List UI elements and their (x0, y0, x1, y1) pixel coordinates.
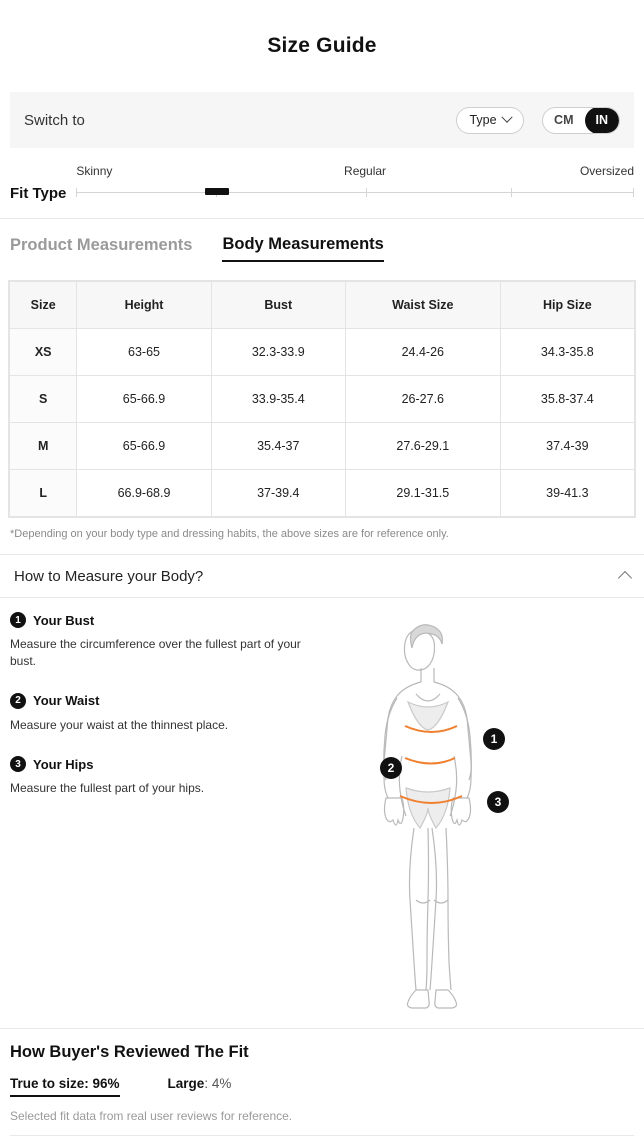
tab-body-measurements[interactable]: Body Measurements (222, 235, 383, 262)
step-badge-2: 2 (10, 693, 26, 709)
step-waist-title: Your Waist (33, 693, 100, 709)
unit-option-in[interactable]: IN (585, 107, 620, 134)
col-hip: Hip Size (500, 282, 634, 329)
cell-waist: 24.4-26 (345, 329, 500, 376)
how-to-measure-body (0, 598, 644, 1028)
type-select-label: Type (469, 113, 497, 127)
step-bust-header (10, 612, 330, 628)
reviews-section (0, 1028, 644, 1136)
table-row (10, 423, 635, 470)
table-row (10, 329, 635, 376)
page-title: Size Guide (267, 34, 377, 57)
measurement-figure (330, 612, 634, 1028)
page-header (0, 0, 644, 92)
chevron-up-icon[interactable] (618, 571, 632, 585)
cell-height: 66.9-68.9 (77, 470, 211, 517)
stat-true-to-size[interactable]: True to size: 96% (10, 1076, 120, 1097)
step-bust (10, 612, 330, 671)
cell-height: 63-65 (77, 329, 211, 376)
cell-waist: 27.6-29.1 (345, 423, 500, 470)
fit-tick-regular: Regular (344, 164, 387, 178)
size-table (9, 281, 635, 517)
fit-notch-0 (76, 188, 77, 197)
how-to-measure-header[interactable] (0, 554, 644, 598)
measure-steps (10, 612, 330, 1028)
figure-badge-2: 2 (380, 757, 402, 779)
unit-switch-bar (10, 92, 634, 148)
reviews-note: Selected fit data from real user reviews for reference. (10, 1109, 634, 1136)
step-hips-header (10, 756, 330, 772)
cell-bust: 37-39.4 (211, 470, 345, 517)
chevron-down-icon (501, 112, 512, 123)
fit-notch-3 (511, 188, 512, 197)
stat-large-label: Large (167, 1076, 205, 1091)
cell-waist: 29.1-31.5 (345, 470, 500, 517)
fit-type-slider[interactable] (76, 164, 634, 204)
switch-controls (456, 107, 620, 134)
review-stats (10, 1076, 634, 1097)
step-waist (10, 693, 330, 734)
col-bust: Bust (211, 282, 345, 329)
fit-type-label: Fit Type (10, 185, 67, 202)
cell-height: 65-66.9 (77, 423, 211, 470)
fit-tick-oversized: Oversized (579, 164, 634, 178)
cell-size: XS (10, 329, 77, 376)
table-row (10, 470, 635, 517)
fit-slider-thumb[interactable] (205, 188, 229, 195)
table-header-row (10, 282, 635, 329)
step-badge-3: 3 (10, 756, 26, 772)
fit-slider-track (76, 192, 634, 193)
fit-notch-4 (633, 188, 634, 197)
step-waist-text: Measure your waist at the thinnest place. (10, 717, 229, 732)
step-hips (10, 756, 330, 797)
size-table-wrapper (8, 280, 636, 518)
step-badge-1: 1 (10, 612, 26, 628)
waist-measure-line (405, 758, 455, 764)
cell-size: L (10, 470, 77, 517)
cell-hip: 39-41.3 (500, 470, 634, 517)
cell-bust: 35.4-37 (211, 423, 345, 470)
cell-hip: 37.4-39 (500, 423, 634, 470)
stat-large[interactable] (168, 1076, 232, 1091)
cell-hip: 34.3-35.8 (500, 329, 634, 376)
switch-to-label: Switch to (24, 111, 85, 129)
figure-badge-3: 3 (487, 791, 509, 813)
table-row (10, 376, 635, 423)
col-size: Size (10, 282, 77, 329)
figure-badge-1: 1 (483, 728, 505, 750)
step-bust-text: Measure the circumference over the fullest part of your bust. (10, 637, 301, 669)
step-hips-title: Your Hips (33, 756, 94, 772)
col-height: Height (77, 282, 211, 329)
col-waist: Waist Size (345, 282, 500, 329)
type-select[interactable] (456, 107, 524, 134)
cell-hip: 35.8-37.4 (500, 376, 634, 423)
table-note: *Depending on your body type and dressing habits, the above sizes are for reference only. (10, 528, 449, 540)
reviews-title: How Buyer's Reviewed The Fit (10, 1043, 249, 1061)
fit-notch-2 (366, 188, 367, 197)
fit-type-ticks (76, 164, 634, 184)
cell-bust: 33.9-35.4 (211, 376, 345, 423)
stat-large-value: : 4% (204, 1076, 232, 1091)
cell-height: 65-66.9 (77, 376, 211, 423)
step-hips-text: Measure the fullest part of your hips. (10, 781, 205, 796)
fit-tick-skinny: Skinny (76, 164, 113, 178)
tab-product-measurements[interactable]: Product Measurements (10, 236, 193, 254)
step-bust-title: Your Bust (33, 612, 95, 628)
unit-toggle[interactable] (542, 107, 620, 134)
how-to-measure-title: How to Measure your Body? (14, 567, 204, 585)
cell-size: S (10, 376, 77, 423)
step-waist-header (10, 693, 330, 709)
fit-type-section (0, 148, 644, 219)
cell-bust: 32.3-33.9 (211, 329, 345, 376)
body-figure-illustration (320, 606, 540, 1026)
unit-option-cm[interactable]: CM (554, 113, 574, 127)
cell-waist: 26-27.6 (345, 376, 500, 423)
measurement-tabs (0, 219, 644, 270)
cell-size: M (10, 423, 77, 470)
